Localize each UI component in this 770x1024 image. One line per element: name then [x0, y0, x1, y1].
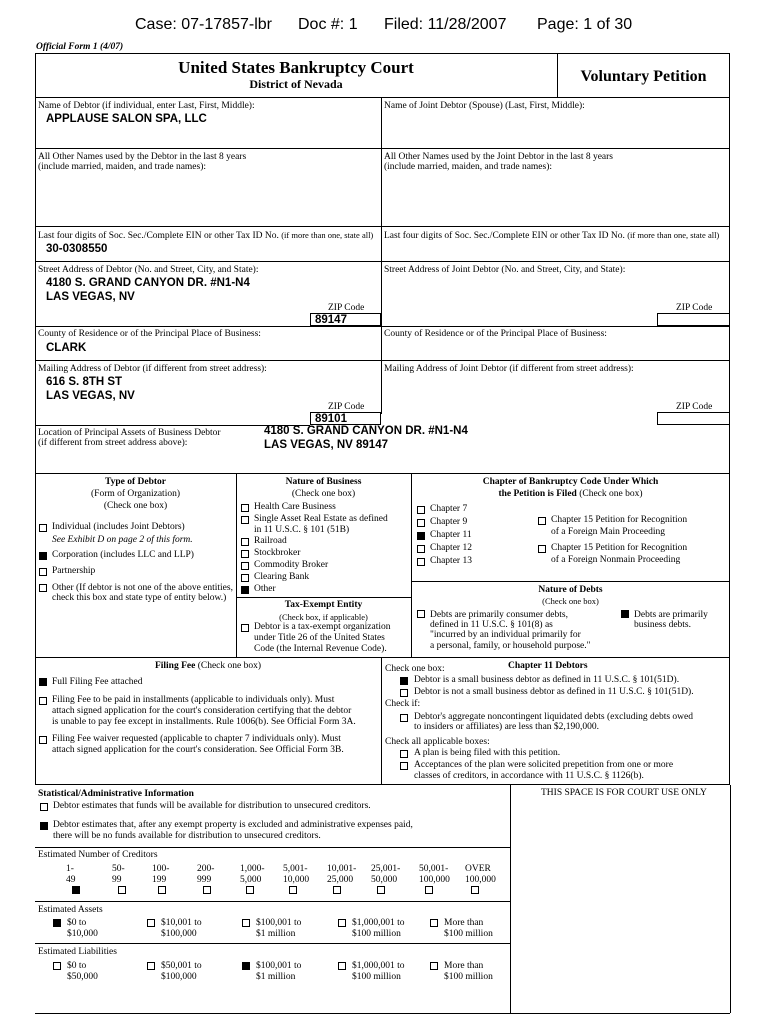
creditors-checkbox-4[interactable]: [246, 886, 254, 894]
liabilities-checkbox-4[interactable]: [430, 962, 438, 970]
nob-item-2: in 11 U.S.C. § 101 (51B): [254, 525, 350, 535]
creditors-label-4-0: 1,000-: [240, 864, 265, 874]
creditors-label-2-0: 100-: [152, 864, 170, 874]
chapter-11-checkbox[interactable]: [417, 532, 425, 540]
assets-label-4-1: $100 million: [444, 929, 493, 939]
tax-exempt-checkbox[interactable]: [241, 624, 249, 632]
creditors-checkbox-0[interactable]: [72, 886, 80, 894]
nob-item-7: Other: [254, 584, 276, 594]
ch11-agg2: to insiders or affiliates) are less than $2,190,000.: [414, 722, 600, 732]
debtor-taxid-label: Last four digits of Soc. Sec./Complete EIN or other Tax ID No. (if more than one, state all): [38, 230, 374, 241]
creditors-label-8-0: 50,001-: [419, 864, 449, 874]
assets-label-1-0: $10,001 to: [161, 918, 202, 928]
nature-business-sub: (Check one box): [291, 489, 356, 499]
business-debts-2: business debts.: [634, 620, 691, 630]
debtor-mailing2: LAS VEGAS, NV: [46, 390, 135, 402]
chapter-15-main-1: Chapter 15 Petition for Recognition: [551, 515, 688, 525]
court-title: United States Bankruptcy Court: [178, 58, 414, 77]
liabilities-label-0-1: $50,000: [67, 972, 98, 982]
chapter-13-label: Chapter 13: [430, 556, 472, 566]
court-use-only: THIS SPACE IS FOR COURT USE ONLY: [541, 788, 707, 798]
nob-item-6: Clearing Bank: [254, 572, 310, 582]
liabilities-checkbox-3[interactable]: [338, 962, 346, 970]
liabilities-label-1-0: $50,001 to: [161, 961, 202, 971]
debtor-mailing-label: Mailing Address of Debtor (if different from street address):: [38, 364, 267, 374]
creditors-checkbox-2[interactable]: [158, 886, 166, 894]
filed-date: Filed: 11/28/2007: [384, 16, 507, 33]
assets-checkbox-3[interactable]: [338, 919, 346, 927]
business-debts-checkbox[interactable]: [621, 610, 629, 618]
installments-checkbox[interactable]: [39, 697, 47, 705]
assets-checkbox-1[interactable]: [147, 919, 155, 927]
tax-exempt-title: Tax-Exempt Entity: [284, 600, 363, 610]
chapter-15-main-checkbox[interactable]: [538, 517, 546, 525]
liabilities-label-2-0: $100,001 to: [256, 961, 302, 971]
creditors-checkbox-5[interactable]: [289, 886, 297, 894]
assets-label-0-1: $10,000: [67, 929, 98, 939]
form-id: Official Form 1 (4/07): [36, 42, 124, 52]
creditors-label-5-0: 5,001-: [283, 864, 308, 874]
nob-item-5: Commodity Broker: [254, 560, 329, 570]
assets-label-1-1: $100,000: [161, 929, 197, 939]
creditors-label-0-0: 1-: [66, 864, 74, 874]
chapter-7-checkbox[interactable]: [417, 506, 425, 514]
assets-checkbox-4[interactable]: [430, 919, 438, 927]
chapter-12-checkbox[interactable]: [417, 545, 425, 553]
waiver-1: Filing Fee waiver requested (applicable to chapter 7 individuals only). Must: [52, 734, 341, 744]
creditors-label-4-1: 5,000: [240, 875, 262, 885]
nob-item-0: Health Care Business: [254, 502, 336, 512]
no-funds-2: there will be no funds available for distribution to unsecured creditors.: [53, 831, 321, 841]
small-business-checkbox[interactable]: [400, 677, 408, 685]
chapter-12-label: Chapter 12: [430, 543, 472, 553]
creditors-checkbox-7[interactable]: [377, 886, 385, 894]
other-entity-label1: Other (If debtor is not one of the above entities,: [52, 583, 233, 593]
creditors-label-9-0: OVER: [465, 864, 491, 874]
clearing-bank-checkbox[interactable]: [241, 574, 249, 582]
joint-other-names-label2: (include married, maiden, and trade names):: [384, 162, 553, 172]
ch11-accept1: Acceptances of the plan were solicited prepetition from one or more: [414, 760, 674, 770]
joint-mailing-zip-box: [657, 412, 730, 425]
liabilities-checkbox-2[interactable]: [242, 962, 250, 970]
full-fee-checkbox[interactable]: [39, 678, 47, 686]
chapter-title2: the Petition is Filed (Check one box): [498, 489, 643, 499]
creditors-label-7-0: 25,001-: [371, 864, 401, 874]
creditors-label-1-0: 50-: [112, 864, 125, 874]
joint-mailing-zip-label: ZIP Code: [676, 402, 713, 412]
assets-label-2-0: $100,001 to: [256, 918, 302, 928]
assets-checkbox-0[interactable]: [53, 919, 61, 927]
creditors-label-3-0: 200-: [197, 864, 215, 874]
creditors-label: Estimated Number of Creditors: [38, 850, 158, 860]
joint-taxid-label: Last four digits of Soc. Sec./Complete EIN or other Tax ID No. (if more than one, state all): [384, 230, 720, 241]
plan-filed-checkbox[interactable]: [400, 750, 408, 758]
installments-3: is unable to pay fee except in installments. Rule 1006(b). See Official Form 3A.: [52, 717, 356, 727]
debtor-zip: 89147: [315, 314, 347, 326]
creditors-checkbox-1[interactable]: [118, 886, 126, 894]
chapter-15-nonmain-checkbox[interactable]: [538, 545, 546, 553]
other-business-checkbox[interactable]: [241, 586, 249, 594]
funds-available-label: Debtor estimates that funds will be available for distribution to unsecured creditors.: [53, 801, 371, 811]
nature-business-title: Nature of Business: [285, 477, 362, 487]
petition-type: Voluntary Petition: [580, 68, 707, 85]
creditors-label-5-1: 10,000: [283, 875, 310, 885]
joint-name-label: Name of Joint Debtor (Spouse) (Last, First, Middle):: [384, 101, 585, 111]
nature-debts-title: Nature of Debts: [538, 585, 603, 595]
debtor-street1: 4180 S. GRAND CANYON DR. #N1-N4: [46, 277, 250, 289]
stockbroker-checkbox[interactable]: [241, 550, 249, 558]
no-funds-1: Debtor estimates that, after any exempt property is excluded and administrative expenses paid,: [53, 820, 413, 830]
partnership-label: Partnership: [52, 566, 96, 576]
creditors-label-1-1: 99: [112, 875, 122, 885]
health-care-checkbox[interactable]: [241, 504, 249, 512]
liabilities-checkbox-0[interactable]: [53, 962, 61, 970]
consumer-debts-4: a personal, family, or household purpose.": [430, 641, 591, 651]
debtor-mailing-zip-label: ZIP Code: [328, 402, 365, 412]
full-fee-label: Full Filing Fee attached: [52, 677, 143, 687]
funds-available-checkbox[interactable]: [40, 803, 48, 811]
no-funds-checkbox[interactable]: [40, 822, 48, 830]
joint-other-names-label: All Other Names used by the Joint Debtor in the last 8 years: [384, 152, 614, 162]
creditors-label-9-1: 100,000: [465, 875, 496, 885]
debtor-other-names-label: All Other Names used by the Debtor in the last 8 years: [38, 152, 247, 162]
corporation-label: Corporation (includes LLC and LLP): [52, 550, 194, 560]
type-title: Type of Debtor: [104, 477, 167, 487]
consumer-debts-2: defined in 11 U.S.C. § 101(8) as: [430, 620, 553, 630]
tax-exempt-2: under Title 26 of the United States: [254, 633, 385, 643]
chapter-13-checkbox[interactable]: [417, 558, 425, 566]
court-district: District of Nevada: [249, 77, 343, 91]
page-number: Page: 1 of 30: [537, 16, 633, 33]
creditors-label-6-0: 10,001-: [327, 864, 357, 874]
other-entity-label2: check this box and state type of entity below.): [52, 593, 227, 603]
creditors-label-0-1: 49: [66, 875, 76, 885]
nob-item-4: Stockbroker: [254, 548, 301, 558]
nob-item-3: Railroad: [254, 536, 287, 546]
assets-label-4-0: More than: [444, 918, 484, 928]
location-label1: Location of Principal Assets of Business Debtor: [38, 428, 221, 438]
creditors-checkbox-3[interactable]: [203, 886, 211, 894]
chapter-15-nonmain-1: Chapter 15 Petition for Recognition: [551, 543, 688, 553]
location1: 4180 S. GRAND CANYON DR. #N1-N4: [264, 425, 468, 437]
creditors-label-6-1: 25,000: [327, 875, 354, 885]
liabilities-label-3-0: $1,000,001 to: [352, 961, 405, 971]
debtor-county: CLARK: [46, 342, 87, 354]
individual-note: See Exhibit D on page 2 of this form.: [52, 535, 193, 545]
assets-checkbox-2[interactable]: [242, 919, 250, 927]
joint-street-label: Street Address of Joint Debtor (No. and Street, City, and State):: [384, 265, 626, 275]
liabilities-label-1-1: $100,000: [161, 972, 197, 982]
acceptances-checkbox[interactable]: [400, 762, 408, 770]
tax-exempt-1: Debtor is a tax-exempt organization: [254, 622, 391, 632]
creditors-label-3-1: 999: [197, 875, 212, 885]
chapter-9-label: Chapter 9: [430, 517, 468, 527]
commodity-checkbox[interactable]: [241, 562, 249, 570]
debtor-mailing1: 616 S. 8TH ST: [46, 376, 123, 388]
case-number: Case: 07-17857-lbr: [135, 16, 272, 33]
assets-label-2-1: $1 million: [256, 929, 296, 939]
consumer-debts-3: "incurred by an individual primarily for: [430, 630, 581, 640]
waiver-2: attach signed application for the court's consideration. See Official Form 3B.: [52, 745, 344, 755]
other-entity-checkbox[interactable]: [39, 584, 47, 592]
railroad-checkbox[interactable]: [241, 538, 249, 546]
type-sub2: (Check one box): [103, 501, 168, 511]
chapter-9-checkbox[interactable]: [417, 519, 425, 527]
single-asset-checkbox[interactable]: [241, 516, 249, 524]
chapter-15-nonmain-2: of a Foreign Nonmain Proceeding: [551, 555, 681, 565]
assets-label-0-0: $0 to: [67, 918, 87, 928]
ch11-check-one: Check one box:: [385, 664, 445, 674]
joint-zip-label: ZIP Code: [676, 303, 713, 313]
partnership-checkbox[interactable]: [39, 568, 47, 576]
chapter-15-main-2: of a Foreign Main Proceeding: [551, 527, 665, 537]
consumer-debts-checkbox[interactable]: [417, 610, 425, 618]
aggregate-debts-checkbox[interactable]: [400, 714, 408, 722]
liabilities-label-4-0: More than: [444, 961, 484, 971]
doc-number: Doc #: 1: [298, 16, 358, 33]
waiver-checkbox[interactable]: [39, 736, 47, 744]
chapter-7-label: Chapter 7: [430, 504, 468, 514]
ch11-plan: A plan is being filed with this petition.: [414, 748, 561, 758]
installments-1: Filing Fee to be paid in installments (applicable to individuals only). Must: [52, 695, 335, 705]
joint-mailing-label: Mailing Address of Joint Debtor (if different from street address):: [384, 364, 634, 374]
liabilities-label-3-1: $100 million: [352, 972, 401, 982]
assets-label-3-1: $100 million: [352, 929, 401, 939]
liabilities-checkbox-1[interactable]: [147, 962, 155, 970]
ch11-notsmall: Debtor is not a small business debtor as defined in 11 U.S.C. § 101(51D).: [414, 687, 694, 697]
nob-item-1: Single Asset Real Estate as defined: [254, 514, 388, 524]
liabilities-label-0-0: $0 to: [67, 961, 87, 971]
assets-label: Estimated Assets: [38, 905, 103, 915]
debtor-name-label: Name of Debtor (if individual, enter Last, First, Middle):: [38, 101, 255, 111]
liabilities-label-4-1: $100 million: [444, 972, 493, 982]
debtor-name: APPLAUSE SALON SPA, LLC: [46, 113, 207, 125]
creditors-label-8-1: 100,000: [419, 875, 450, 885]
creditors-label-2-1: 199: [152, 875, 167, 885]
creditors-checkbox-9[interactable]: [471, 886, 479, 894]
chapter-11-label: Chapter 11: [430, 530, 472, 540]
location-label2: (if different from street address above):: [38, 438, 188, 448]
nature-debts-sub: (Check one box): [542, 596, 599, 606]
ch11-small: Debtor is a small business debtor as defined in 11 U.S.C. § 101(51D).: [414, 675, 680, 685]
debtor-taxid: 30-0308550: [46, 243, 108, 255]
tax-exempt-sub: (Check box, if applicable): [279, 612, 368, 622]
ch11-check-if: Check if:: [385, 699, 421, 709]
ch11-accept2: classes of creditors, in accordance with 11 U.S.C. § 1126(b).: [414, 771, 644, 781]
individual-checkbox[interactable]: [39, 524, 47, 532]
ch11-check-all: Check all applicable boxes:: [385, 737, 490, 747]
liabilities-label-2-1: $1 million: [256, 972, 296, 982]
business-debts-1: Debts are primarily: [634, 610, 708, 620]
location2: LAS VEGAS, NV 89147: [264, 439, 388, 451]
debtor-street-label: Street Address of Debtor (No. and Street, City, and State):: [38, 265, 259, 275]
assets-label-3-0: $1,000,001 to: [352, 918, 405, 928]
creditors-checkbox-8[interactable]: [425, 886, 433, 894]
creditors-label-7-1: 50,000: [371, 875, 398, 885]
debtor-county-label: County of Residence or of the Principal Place of Business:: [38, 329, 261, 339]
consumer-debts-1: Debts are primarily consumer debts,: [430, 610, 568, 620]
individual-label: Individual (includes Joint Debtors): [52, 522, 185, 532]
ch11-agg1: Debtor's aggregate noncontingent liquidated debts (excluding debts owed: [414, 712, 693, 722]
liabilities-label: Estimated Liabilities: [38, 947, 117, 957]
filing-fee-title: Filing Fee (Check one box): [154, 661, 262, 671]
ch11-title: Chapter 11 Debtors: [508, 661, 588, 671]
debtor-street2: LAS VEGAS, NV: [46, 291, 135, 303]
creditors-checkbox-6[interactable]: [333, 886, 341, 894]
type-sub1: (Form of Organization): [91, 489, 180, 499]
installments-2: attach signed application for the court's consideration certifying that the debtor: [52, 706, 352, 716]
not-small-business-checkbox[interactable]: [400, 689, 408, 697]
debtor-zip-label: ZIP Code: [328, 303, 365, 313]
corporation-checkbox[interactable]: [39, 552, 47, 560]
joint-county-label: County of Residence or of the Principal Place of Business:: [384, 329, 607, 339]
debtor-other-names-label2: (include married, maiden, and trade names):: [38, 162, 207, 172]
stats-title: Statistical/Administrative Information: [38, 789, 194, 799]
joint-zip-box: [657, 313, 730, 326]
tax-exempt-3: Code (the Internal Revenue Code).: [254, 644, 387, 654]
debtor-mailing-zip: 89101: [315, 413, 347, 425]
chapter-title1: Chapter of Bankruptcy Code Under Which: [482, 477, 659, 487]
